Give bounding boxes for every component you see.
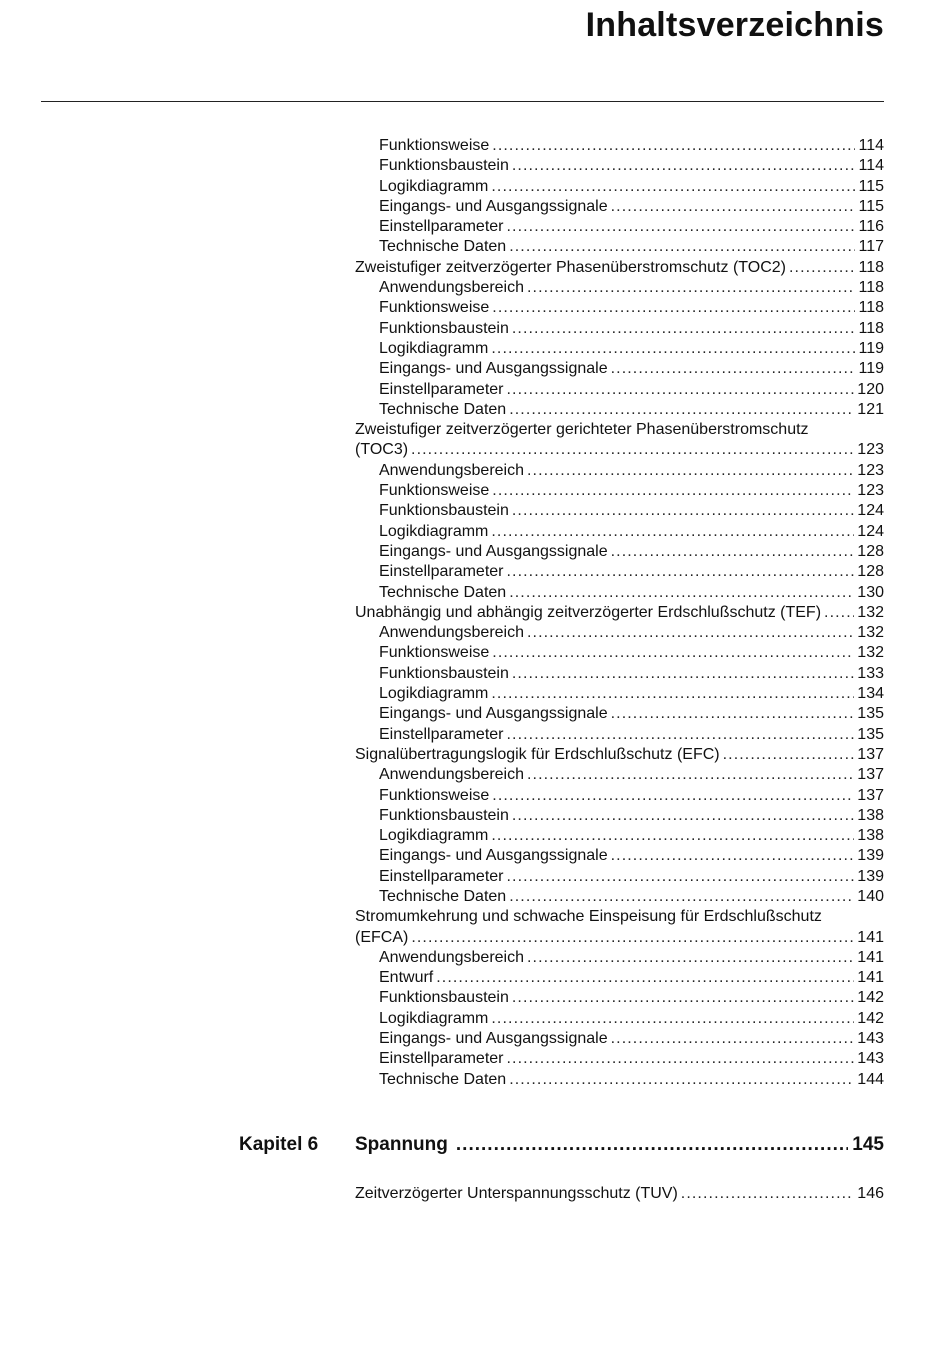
dot-leader: [492, 136, 855, 156]
toc-page-number: 115: [858, 197, 884, 215]
dot-leader: [456, 1134, 848, 1156]
toc-page-number: 128: [857, 563, 884, 581]
toc-page-number: 128: [857, 542, 884, 560]
toc-entry-title: Technische Daten: [379, 1070, 507, 1088]
toc-subentry[interactable]: [355, 481, 884, 501]
toc-subentry[interactable]: [355, 887, 884, 907]
toc-list-after-chapter: [355, 1184, 884, 1204]
toc-entry-title: Eingangs- und Ausgangssignale: [379, 1030, 608, 1048]
toc-subentry[interactable]: [355, 542, 884, 562]
toc-subentry[interactable]: [355, 278, 884, 298]
toc-page-number: 116: [858, 218, 884, 236]
toc-entry-title: Technische Daten: [379, 583, 507, 601]
toc-page-number: 141: [857, 948, 884, 966]
toc-subentry[interactable]: [355, 400, 884, 420]
dot-leader: [436, 968, 854, 988]
dot-leader: [492, 786, 854, 806]
dot-leader: [512, 156, 856, 176]
toc-page-number: 120: [857, 380, 884, 398]
toc-subentry[interactable]: [355, 1049, 884, 1069]
toc-page-number: 124: [857, 502, 884, 520]
toc-entry-title: Entwurf: [379, 969, 434, 987]
toc-page-number: 119: [858, 339, 884, 357]
toc-entry-title: (TOC3): [355, 441, 409, 459]
dot-leader: [492, 643, 854, 663]
toc-subentry[interactable]: [355, 298, 884, 318]
toc-entry-title: Technische Daten: [379, 238, 507, 256]
toc-subentry[interactable]: [355, 806, 884, 826]
dot-leader: [512, 806, 854, 826]
toc-entry-title: Einstellparameter: [379, 1050, 504, 1068]
toc-entry-title: Zeitverzögerter Unterspannungsschutz (TUV): [355, 1185, 678, 1202]
page-title: Inhaltsverzeichnis: [585, 6, 884, 44]
toc-page-number: 119: [858, 360, 884, 378]
toc-entry-title: Logikdiagramm: [379, 827, 489, 845]
toc-entry-title: Funktionsweise: [379, 644, 490, 662]
toc-entry-title: Logikdiagramm: [379, 1009, 489, 1027]
toc-subentry[interactable]: [355, 623, 884, 643]
dot-leader: [527, 765, 854, 785]
toc-entry-title: Einstellparameter: [379, 218, 504, 236]
toc-subentry[interactable]: [355, 461, 884, 481]
toc-page-number: 123: [857, 461, 884, 479]
toc-page-number: 137: [857, 786, 884, 804]
toc-entry-title: Einstellparameter: [379, 380, 504, 398]
toc-subentry[interactable]: [355, 501, 884, 521]
toc-subentry[interactable]: [355, 765, 884, 785]
toc-page-number: 146: [857, 1185, 884, 1202]
dot-leader: [527, 623, 854, 643]
chapter-title: Spannung: [355, 1134, 448, 1155]
toc-entry-title-line: Stromumkehrung und schwache Einspeisung für Erdschlußschutz: [355, 908, 822, 926]
toc-entry-title: Einstellparameter: [379, 725, 504, 743]
toc-subentry[interactable]: [355, 664, 884, 684]
toc-entry-title: Logikdiagramm: [379, 522, 489, 540]
toc-subentry[interactable]: [355, 217, 884, 237]
toc-subentry[interactable]: [355, 359, 884, 379]
dot-leader: [611, 1029, 855, 1049]
toc-page-number: 140: [857, 887, 884, 905]
dot-leader: [509, 1070, 854, 1090]
dot-leader: [611, 542, 855, 562]
toc-page-number: 139: [857, 847, 884, 865]
toc-entry-title: Funktionsbaustein: [379, 502, 509, 520]
dot-leader: [509, 887, 854, 907]
toc-page-number: 132: [857, 603, 884, 621]
toc-entry[interactable]: [355, 1184, 884, 1204]
toc-entry-title: Unabhängig und abhängig zeitverzögerter Erdschlußschutz (TEF): [355, 603, 822, 621]
toc-page-number: 144: [857, 1070, 884, 1088]
dot-leader: [411, 928, 854, 948]
toc-page-number: 135: [857, 705, 884, 723]
dot-leader: [509, 583, 854, 603]
toc-entry-title: Funktionsweise: [379, 299, 490, 317]
toc-entry-title: Technische Daten: [379, 400, 507, 418]
toc-page-number: 118: [858, 319, 884, 337]
toc-entry-title: Anwendungsbereich: [379, 461, 524, 479]
toc-subentry[interactable]: [355, 968, 884, 988]
toc-subentry[interactable]: [355, 643, 884, 663]
chapter-heading[interactable]: [239, 1134, 884, 1156]
toc-subentry[interactable]: [355, 988, 884, 1008]
dot-leader: [527, 948, 854, 968]
toc-list: [355, 136, 884, 1090]
toc-page-number: 118: [858, 299, 884, 317]
toc-page-number: 130: [857, 583, 884, 601]
dot-leader: [507, 217, 856, 237]
toc-entry-title: Funktionsbaustein: [379, 157, 509, 175]
toc-entry-title: Anwendungsbereich: [379, 279, 524, 297]
toc-page-number: 137: [857, 745, 884, 763]
toc-page-number: 124: [857, 522, 884, 540]
toc-subentry[interactable]: [355, 867, 884, 887]
toc-subentry[interactable]: [355, 725, 884, 745]
toc-subentry[interactable]: [355, 1070, 884, 1090]
toc-subentry[interactable]: [355, 1009, 884, 1029]
toc-entry-title: Eingangs- und Ausgangssignale: [379, 847, 608, 865]
dot-leader: [491, 339, 855, 359]
toc-subentry[interactable]: [355, 826, 884, 846]
toc-subentry[interactable]: [355, 1029, 884, 1049]
toc-page-number: 123: [857, 441, 884, 459]
toc-subentry[interactable]: [355, 339, 884, 359]
toc-page-number: 118: [858, 279, 884, 297]
dot-leader: [411, 440, 854, 460]
chapter-label: Kapitel 6: [239, 1134, 319, 1155]
toc-entry-title: Funktionsweise: [379, 137, 490, 154]
dot-leader: [492, 481, 854, 501]
dot-leader: [527, 278, 855, 298]
dot-leader: [611, 846, 855, 866]
dot-leader: [507, 1049, 855, 1069]
toc-entry-title: Funktionsbaustein: [379, 319, 509, 337]
dot-leader: [491, 522, 854, 542]
toc-entry-title: Funktionsbaustein: [379, 989, 509, 1007]
dot-leader: [611, 704, 855, 724]
toc-entry-title: Eingangs- und Ausgangssignale: [379, 360, 608, 378]
toc-page-number: 137: [857, 766, 884, 784]
header-rule: [41, 101, 884, 102]
dot-leader: [491, 1009, 854, 1029]
toc-entry-title: Eingangs- und Ausgangssignale: [379, 542, 608, 560]
dot-leader: [512, 664, 854, 684]
dot-leader: [512, 501, 854, 521]
toc-subentry[interactable]: [355, 846, 884, 866]
toc-entry[interactable]: [355, 928, 884, 948]
toc-page-number: 114: [858, 157, 884, 175]
toc-page-number: 133: [857, 664, 884, 682]
toc-entry-title: Anwendungsbereich: [379, 948, 524, 966]
toc-subentry[interactable]: [355, 136, 884, 156]
dot-leader: [611, 359, 856, 379]
dot-leader: [611, 197, 856, 217]
toc-subentry[interactable]: [355, 704, 884, 724]
toc-entry-title: Signalübertragungslogik für Erdschlußschutz (EFC): [355, 745, 720, 763]
toc-entry-title-line: Zweistufiger zeitverzögerter gerichteter Phasenüberstromschutz: [355, 421, 809, 439]
dot-leader: [491, 826, 854, 846]
toc-entry-title: Eingangs- und Ausgangssignale: [379, 197, 608, 215]
toc-subentry[interactable]: [355, 522, 884, 542]
dot-leader: [824, 603, 854, 623]
toc-subentry[interactable]: [355, 237, 884, 257]
toc-subentry[interactable]: [355, 684, 884, 704]
dot-leader: [789, 258, 856, 278]
toc-subentry[interactable]: [355, 380, 884, 400]
toc-page-number: 118: [858, 258, 884, 276]
dot-leader: [491, 684, 854, 704]
toc-entry-title: Technische Daten: [379, 887, 507, 905]
toc-entry-title: Einstellparameter: [379, 563, 504, 581]
dot-leader: [492, 298, 855, 318]
toc-entry-title: Einstellparameter: [379, 867, 504, 885]
dot-leader: [509, 400, 854, 420]
toc-entry-title: Funktionsbaustein: [379, 664, 509, 682]
toc-page-number: 134: [857, 685, 884, 703]
toc-subentry[interactable]: [355, 319, 884, 339]
toc-entry-title: Funktionsweise: [379, 482, 490, 500]
toc-subentry[interactable]: [355, 156, 884, 176]
toc-page-number: 132: [857, 644, 884, 662]
toc-page-number: 143: [857, 1050, 884, 1068]
toc-entry-title: Anwendungsbereich: [379, 766, 524, 784]
toc-entry-title: Anwendungsbereich: [379, 624, 524, 642]
toc-entry-title: Funktionsweise: [379, 786, 490, 804]
dot-leader: [723, 745, 855, 765]
toc-entry-title: Logikdiagramm: [379, 339, 489, 357]
toc-entry[interactable]: [355, 258, 884, 278]
toc-subentry[interactable]: [355, 948, 884, 968]
toc-entry-title: Funktionsbaustein: [379, 806, 509, 824]
toc-page-number: 117: [858, 238, 884, 256]
toc-page-number: 132: [857, 624, 884, 642]
toc-page-number: 143: [857, 1030, 884, 1048]
toc-entry-title: Eingangs- und Ausgangssignale: [379, 705, 608, 723]
toc-page-number: 123: [857, 482, 884, 500]
dot-leader: [507, 380, 855, 400]
toc-page-number: 141: [857, 969, 884, 987]
chapter-page: 145: [852, 1134, 884, 1155]
toc-page-number: 141: [857, 928, 884, 946]
dot-leader: [507, 725, 855, 745]
toc-entry-title: Zweistufiger zeitverzögerter Phasenüberstromschutz (TOC2): [355, 258, 786, 276]
toc-entry[interactable]: [355, 440, 884, 460]
toc-page-number: 138: [857, 806, 884, 824]
toc-entry[interactable]: [355, 745, 884, 765]
dot-leader: [527, 461, 854, 481]
toc-subentry[interactable]: [355, 583, 884, 603]
toc-page-number: 135: [857, 725, 884, 743]
toc-entry-title: Logikdiagramm: [379, 685, 489, 703]
dot-leader: [681, 1184, 855, 1204]
toc-page-number: 142: [857, 1009, 884, 1027]
toc-subentry[interactable]: [355, 197, 884, 217]
toc-page-number: 138: [857, 827, 884, 845]
toc-subentry[interactable]: [355, 786, 884, 806]
dot-leader: [491, 177, 855, 197]
toc-entry-title: (EFCA): [355, 928, 409, 946]
toc-entry[interactable]: [355, 603, 884, 623]
dot-leader: [507, 562, 855, 582]
toc-subentry[interactable]: [355, 562, 884, 582]
toc-page-number: 139: [857, 867, 884, 885]
dot-leader: [512, 988, 854, 1008]
toc-page-number: 142: [857, 989, 884, 1007]
toc-subentry[interactable]: [355, 177, 884, 197]
toc-page-number: 114: [858, 137, 884, 154]
dot-leader: [512, 319, 856, 339]
dot-leader: [507, 867, 855, 887]
toc-entry-title: Logikdiagramm: [379, 177, 489, 195]
dot-leader: [509, 237, 855, 257]
toc-page-number: 115: [858, 177, 884, 195]
toc-page-number: 121: [857, 400, 884, 418]
